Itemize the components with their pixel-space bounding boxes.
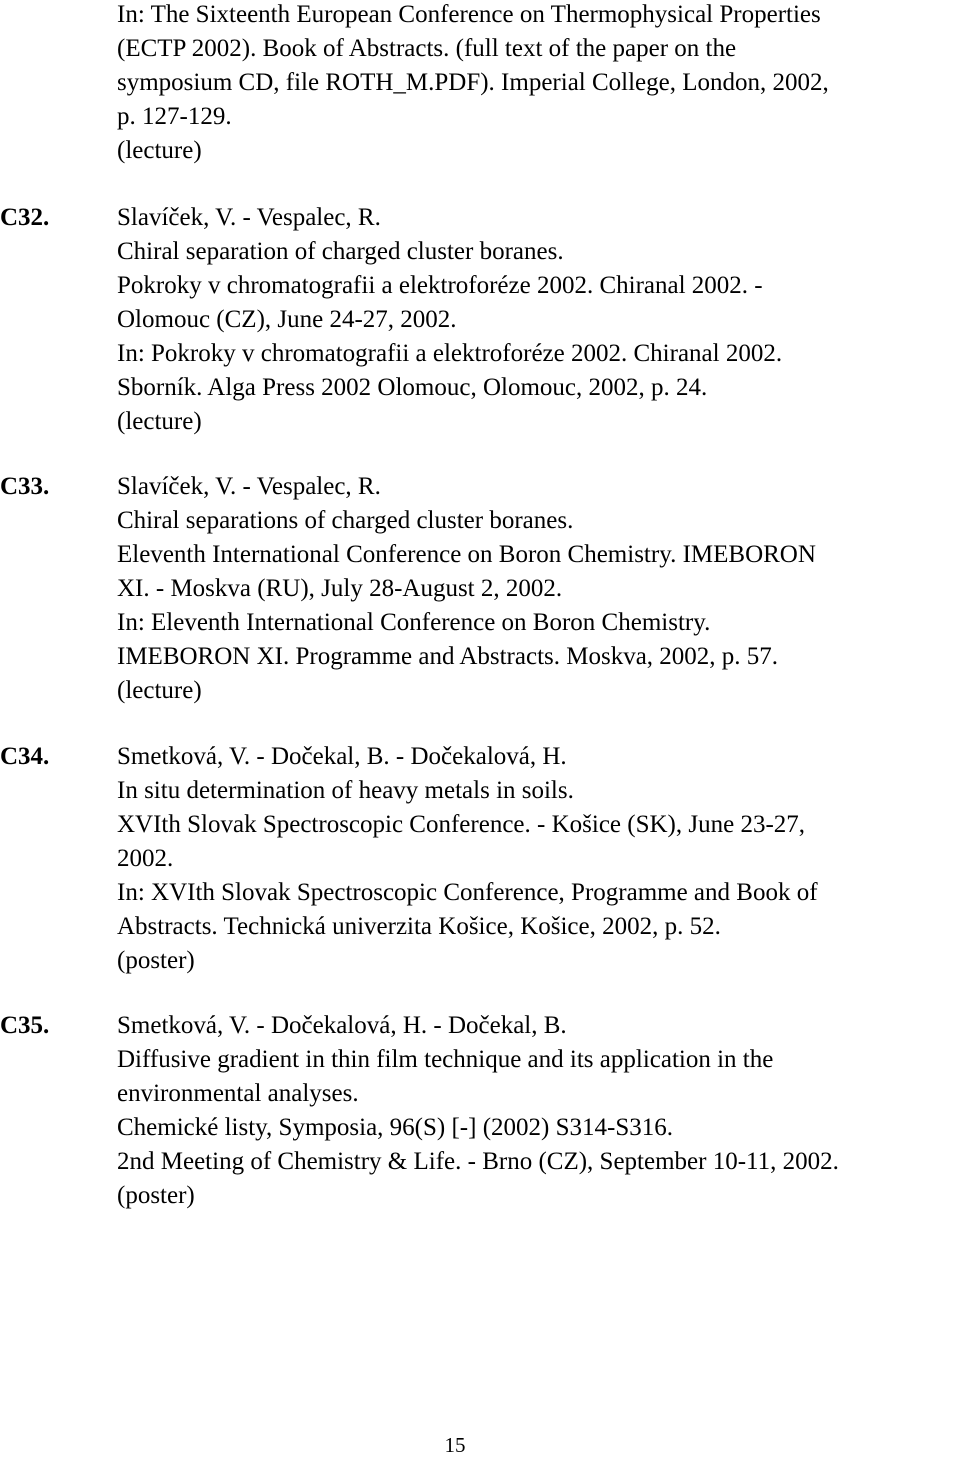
entry-line: Chiral separation of charged cluster boranes. — [117, 238, 564, 265]
entry-text — [117, 470, 957, 708]
entry-line: In: XVIth Slovak Spectroscopic Conference, Programme and Book of — [117, 879, 818, 906]
continuation-block — [117, 0, 957, 168]
continuation-line: In: The Sixteenth European Conference on Thermophysical Properties — [117, 1, 821, 28]
entry-line: In situ determination of heavy metals in soils. — [117, 777, 574, 804]
entry-line: Slavíček, V. - Vespalec, R. — [117, 473, 381, 500]
entry-line: Pokroky v chromatografii a elektroforéze 2002. Chiranal 2002. - — [117, 272, 763, 299]
entry-line: (poster) — [117, 947, 195, 974]
entry-text — [117, 1009, 957, 1213]
page-number: 15 — [444, 1433, 466, 1457]
entry-line: (lecture) — [117, 677, 202, 704]
continuation-line: (lecture) — [117, 137, 202, 164]
entry-line: environmental analyses. — [117, 1080, 359, 1107]
entry-number: C32. — [0, 204, 50, 231]
entry-line: Smetková, V. - Dočekalová, H. - Dočekal, B. — [117, 1012, 567, 1039]
entry-text — [117, 740, 957, 978]
entry-line: Sborník. Alga Press 2002 Olomouc, Olomouc, 2002, p. 24. — [117, 374, 708, 401]
entry-line: Slavíček, V. - Vespalec, R. — [117, 204, 381, 231]
entry-line: (poster) — [117, 1182, 195, 1209]
entry-text — [117, 201, 957, 439]
entry-line: XI. - Moskva (RU), July 28-August 2, 2002. — [117, 575, 563, 602]
entry-line: Abstracts. Technická univerzita Košice, Košice, 2002, p. 52. — [117, 913, 721, 940]
entry-line: Smetková, V. - Dočekal, B. - Dočekalová, H. — [117, 743, 567, 770]
entry-line: (lecture) — [117, 408, 202, 435]
continuation-line: p. 127-129. — [117, 103, 232, 130]
entry-line: Eleventh International Conference on Boron Chemistry. IMEBORON — [117, 541, 816, 568]
entry-line: In: Eleventh International Conference on Boron Chemistry. — [117, 609, 711, 636]
entry-line: 2002. — [117, 845, 174, 872]
entry-line: IMEBORON XI. Programme and Abstracts. Moskva, 2002, p. 57. — [117, 643, 779, 670]
continuation-line: (ECTP 2002). Book of Abstracts. (full text of the paper on the — [117, 35, 737, 62]
entry-line: 2nd Meeting of Chemistry & Life. - Brno (CZ), September 10-11, 2002. — [117, 1148, 839, 1175]
continuation-line: symposium CD, file ROTH_M.PDF). Imperial College, London, 2002, — [117, 69, 829, 96]
entry-number: C35. — [0, 1012, 50, 1039]
entry-line: Chemické listy, Symposia, 96(S) [-] (2002) S314-S316. — [117, 1114, 673, 1141]
entry-line: Diffusive gradient in thin film technique and its application in the — [117, 1046, 774, 1073]
entry-line: Olomouc (CZ), June 24-27, 2002. — [117, 306, 457, 333]
entry-number: C33. — [0, 473, 50, 500]
entry-line: Chiral separations of charged cluster boranes. — [117, 507, 574, 534]
entry-line: In: Pokroky v chromatografii a elektroforéze 2002. Chiranal 2002. — [117, 340, 783, 367]
entry-number: C34. — [0, 743, 50, 770]
entry-line: XVIth Slovak Spectroscopic Conference. - Košice (SK), June 23-27, — [117, 811, 806, 838]
